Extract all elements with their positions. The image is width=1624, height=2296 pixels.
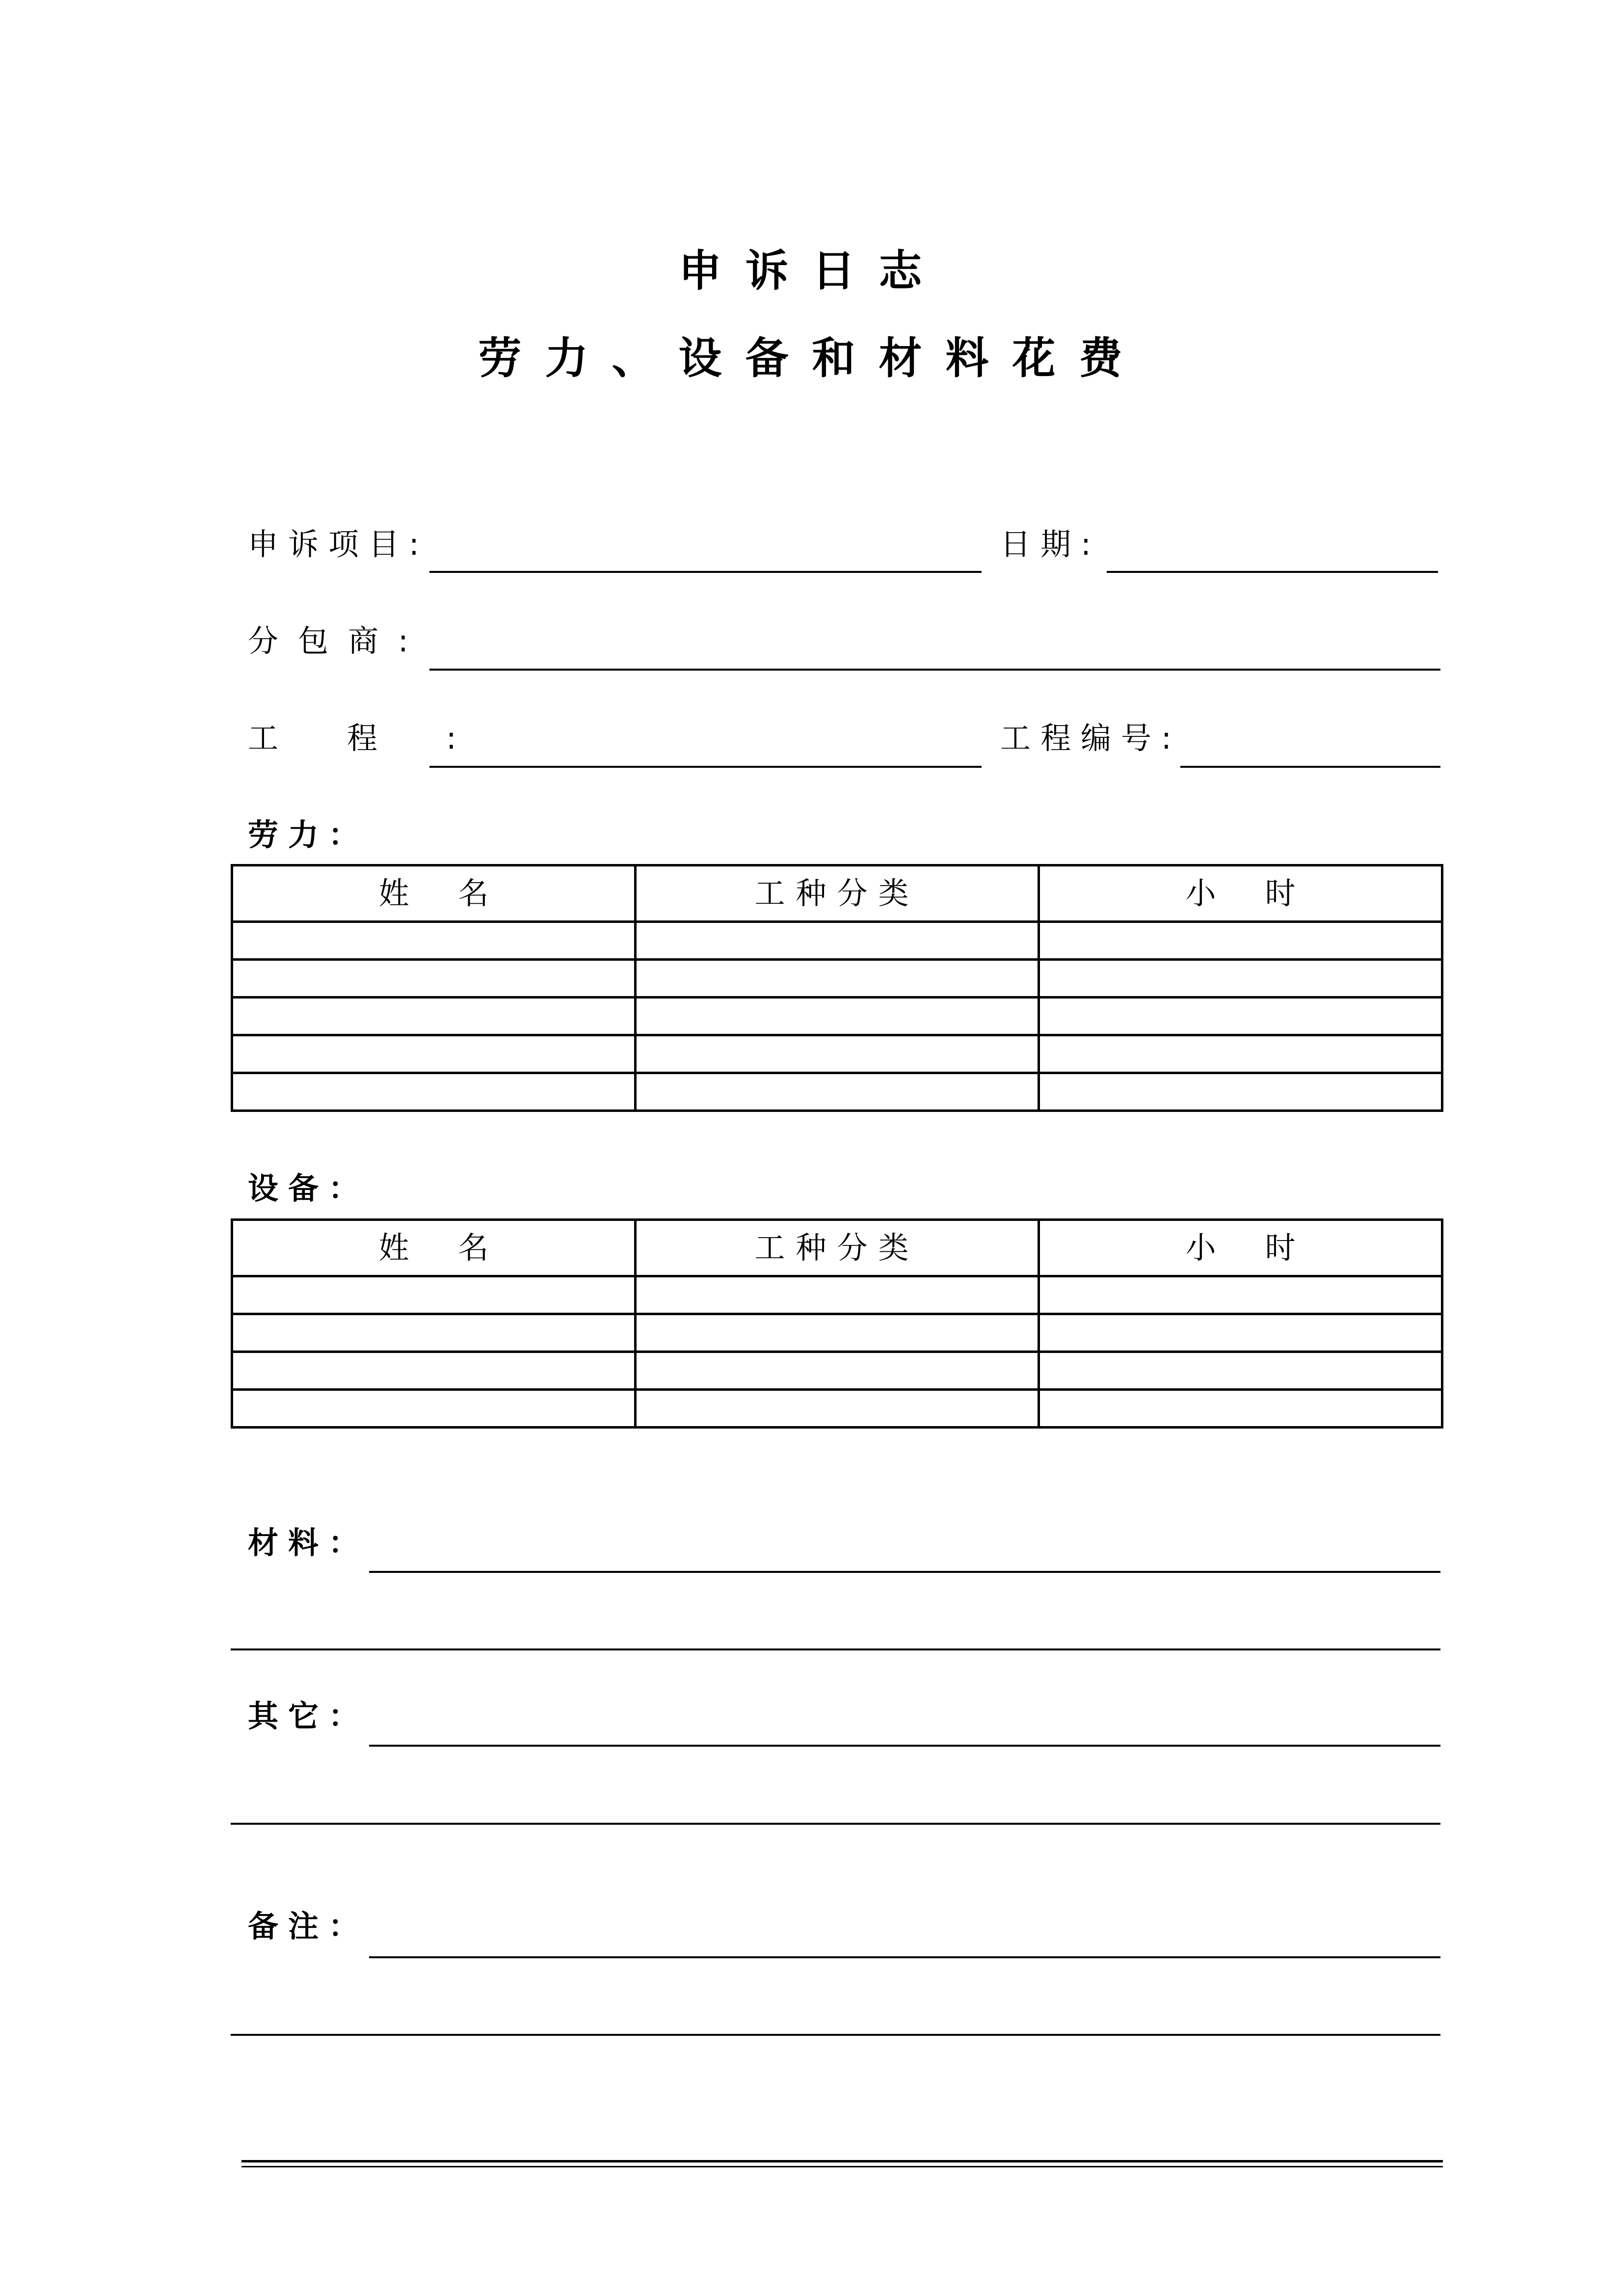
table-row: [232, 922, 1442, 960]
table-row: [232, 998, 1442, 1035]
name-cell[interactable]: [232, 922, 636, 960]
equipment-table: [231, 1218, 1443, 1429]
table-row: [232, 1073, 1442, 1111]
trade-cell[interactable]: [636, 922, 1039, 960]
hours-cell[interactable]: [1039, 1073, 1442, 1111]
project-number-field[interactable]: [1180, 766, 1440, 768]
name-cell[interactable]: [232, 1390, 636, 1428]
trade-cell[interactable]: [636, 1276, 1039, 1314]
table-row: [232, 1390, 1442, 1428]
other-section-label: 其它：: [248, 1698, 369, 1734]
name-cell[interactable]: [232, 1276, 636, 1314]
hours-cell[interactable]: [1039, 922, 1442, 960]
trade-cell[interactable]: [636, 960, 1039, 998]
remarks-field-line-1[interactable]: [369, 1956, 1440, 1958]
name-cell[interactable]: [232, 998, 636, 1035]
page-subtitle: 劳力、设备和材料花费: [478, 333, 1146, 383]
column-header-trade: 工种分类: [636, 1220, 1039, 1276]
hours-cell[interactable]: [1039, 998, 1442, 1035]
footer-rule-bottom: [241, 2166, 1443, 2167]
table-row: [232, 1035, 1442, 1073]
name-cell[interactable]: [232, 1035, 636, 1073]
column-header-hours: 小时: [1039, 865, 1442, 922]
footer-rule-top: [241, 2160, 1443, 2162]
trade-cell[interactable]: [636, 1035, 1039, 1073]
column-header-name: 姓名: [232, 1220, 636, 1276]
date-label: 日期:: [1000, 526, 1101, 562]
project-field[interactable]: [429, 766, 982, 768]
trade-cell[interactable]: [636, 998, 1039, 1035]
labor-section-label: 劳力：: [248, 817, 369, 853]
table-row: [232, 1276, 1442, 1314]
trade-cell[interactable]: [636, 1073, 1039, 1111]
materials-section-label: 材料：: [248, 1525, 369, 1561]
column-header-trade: 工种分类: [636, 865, 1039, 922]
other-field-line-1[interactable]: [369, 1745, 1440, 1747]
hours-cell[interactable]: [1039, 960, 1442, 998]
subcontractor-label: 分包商:: [248, 623, 428, 659]
labor-table: [231, 864, 1443, 1112]
claim-item-field[interactable]: [429, 571, 982, 573]
name-cell[interactable]: [232, 960, 636, 998]
remarks-field-line-2[interactable]: [231, 2034, 1440, 2036]
project-label: 工程:: [248, 720, 525, 756]
name-cell[interactable]: [232, 1352, 636, 1390]
trade-cell[interactable]: [636, 1314, 1039, 1352]
table-row: [232, 1352, 1442, 1390]
table-row: [232, 960, 1442, 998]
hours-cell[interactable]: [1039, 1035, 1442, 1073]
trade-cell[interactable]: [636, 1352, 1039, 1390]
claim-item-label: 申诉项目:: [248, 526, 429, 562]
subcontractor-field[interactable]: [429, 669, 1440, 671]
name-cell[interactable]: [232, 1073, 636, 1111]
equipment-section-label: 设备：: [248, 1170, 369, 1206]
hours-cell[interactable]: [1039, 1314, 1442, 1352]
page-title: 申诉日志: [678, 245, 946, 296]
trade-cell[interactable]: [636, 1390, 1039, 1428]
table-row: [232, 1314, 1442, 1352]
hours-cell[interactable]: [1039, 1276, 1442, 1314]
hours-cell[interactable]: [1039, 1390, 1442, 1428]
column-header-hours: 小时: [1039, 1220, 1442, 1276]
hours-cell[interactable]: [1039, 1352, 1442, 1390]
project-number-label: 工程编号:: [1000, 720, 1181, 756]
labor-table-header: [232, 865, 1442, 922]
column-header-name: 姓名: [232, 865, 636, 922]
equipment-table-header: [232, 1220, 1442, 1276]
materials-field-line-2[interactable]: [231, 1648, 1440, 1650]
materials-field-line-1[interactable]: [369, 1571, 1440, 1573]
name-cell[interactable]: [232, 1314, 636, 1352]
remarks-section-label: 备注：: [248, 1908, 369, 1944]
other-field-line-2[interactable]: [231, 1823, 1440, 1825]
date-field[interactable]: [1107, 571, 1438, 573]
